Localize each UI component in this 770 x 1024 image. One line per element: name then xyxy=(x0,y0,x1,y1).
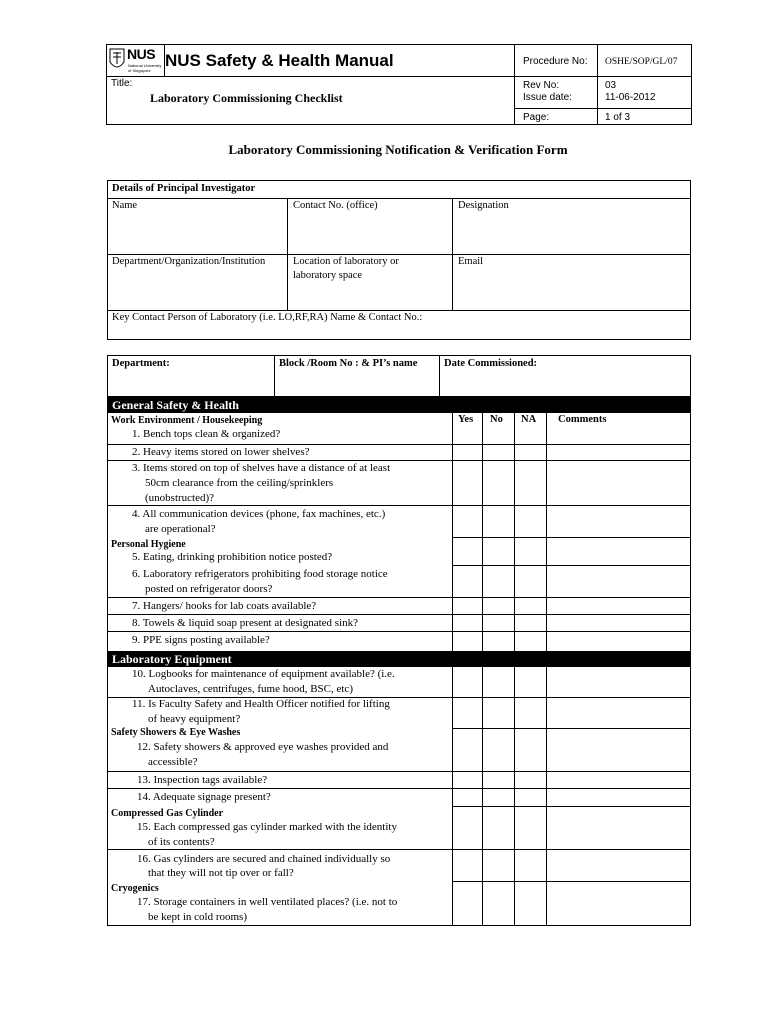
checklist-item-3: 3. Items stored on top of shelves have a distance of at least xyxy=(132,462,391,474)
col-na: NA xyxy=(521,414,537,425)
procedure-label: Procedure No: xyxy=(523,56,588,67)
email-field[interactable]: Email xyxy=(458,256,484,267)
checklist-item-12: 12. Safety showers & approved eye washes provided and xyxy=(137,741,389,753)
checklist-item-3-line-2: 50cm clearance from the ceiling/sprinklers xyxy=(145,477,334,489)
col-no: No xyxy=(490,414,503,425)
logo-wordmark: NUS xyxy=(127,46,156,62)
department-label: Department: xyxy=(112,358,170,369)
section-laboratory-equipment: Laboratory Equipment xyxy=(107,651,691,667)
nus-logo xyxy=(108,46,164,76)
checklist-item-9: 9. PPE signs posting available? xyxy=(132,634,270,646)
lab-location-field[interactable] xyxy=(293,255,399,283)
checklist-item-15: 15. Each compressed gas cylinder marked with the identity xyxy=(137,821,397,833)
checklist-item-10-line-2: Autoclaves, centrifuges, fume hood, BSC, etc) xyxy=(148,683,353,695)
checklist-item-11-line-2: of heavy equipment? xyxy=(148,713,241,725)
lab-location-line-2: laboratory space xyxy=(293,270,363,281)
pi-heading: Details of Principal Investigator xyxy=(112,183,256,194)
title-label: Title: xyxy=(111,78,133,89)
checklist-item-1: 1. Bench tops clean & organized? xyxy=(132,428,281,440)
checklist-item-6-line-2: posted on refrigerator doors? xyxy=(145,583,273,595)
checklist-item-14: 14. Adequate signage present? xyxy=(137,791,271,803)
col-yes: Yes xyxy=(458,414,474,425)
checklist-item-13: 13. Inspection tags available? xyxy=(137,774,268,786)
procedure-value: OSHE/SOP/GL/07 xyxy=(605,57,678,67)
checklist-item-12-line-2: accessible? xyxy=(148,756,198,768)
sub-personal-hygiene: Personal Hygiene xyxy=(111,539,186,550)
lab-location-line-1: Location of laboratory or xyxy=(293,256,399,267)
form-title: Laboratory Commissioning Notification & Verification Form xyxy=(228,142,568,157)
department-org-field[interactable]: Department/Organization/Institution xyxy=(112,256,266,267)
checklist-item-16-line-2: that they will not tip over or fall? xyxy=(148,867,294,879)
section-general-safety: General Safety & Health xyxy=(107,397,691,413)
page-label: Page: xyxy=(523,112,550,123)
page-value: 1 of 3 xyxy=(605,112,631,123)
sub-cryogenics: Cryogenics xyxy=(111,883,159,894)
checklist-item-6: 6. Laboratory refrigerators prohibiting food storage notice xyxy=(132,568,388,580)
date-commissioned-label: Date Commissioned: xyxy=(444,358,538,369)
doc-title: Laboratory Commissioning Checklist xyxy=(150,91,343,105)
name-field[interactable]: Name xyxy=(112,200,138,211)
checklist-item-4-line-2: are operational? xyxy=(145,523,216,535)
checklist-item-4: 4. All communication devices (phone, fax machines, etc.) xyxy=(132,508,386,520)
logo-subtitle: National University of Singapore xyxy=(128,63,162,73)
checklist-item-10: 10. Logbooks for maintenance of equipment available? (i.e. xyxy=(132,668,395,680)
checklist-item-15-line-2: of its contents? xyxy=(148,836,215,848)
rev-label: Rev No: xyxy=(523,80,560,91)
block-room-label: Block /Room No : & PI’s name xyxy=(279,358,418,369)
designation-field[interactable]: Designation xyxy=(458,200,509,211)
manual-title: NUS Safety & Health Manual xyxy=(165,51,394,70)
checklist-item-8: 8. Towels & liquid soap present at designated sink? xyxy=(132,617,359,629)
col-comments: Comments xyxy=(558,414,607,425)
document-header xyxy=(106,44,692,125)
sub-compressed-gas: Compressed Gas Cylinder xyxy=(111,808,224,819)
checklist-item-2: 2. Heavy items stored on lower shelves? xyxy=(132,446,310,458)
issue-date-label: Issue date: xyxy=(523,92,572,103)
checklist-item-16: 16. Gas cylinders are secured and chained individually so xyxy=(137,853,391,865)
checklist-item-11: 11. Is Faculty Safety and Health Officer notified for lifting xyxy=(132,698,390,710)
key-contact-field[interactable]: Key Contact Person of Laboratory (i.e. LO,RF,RA) Name & Contact No.: xyxy=(112,312,423,323)
checklist-item-17-line-2: be kept in cold rooms) xyxy=(148,911,247,923)
issue-date-value: 11-06-2012 xyxy=(605,92,656,103)
checklist-item-17: 17. Storage containers in well ventilated places? (i.e. not to xyxy=(137,896,398,908)
contact-field[interactable]: Contact No. (office) xyxy=(293,200,378,211)
sub-work-environment: Work Environment / Housekeeping xyxy=(111,415,263,426)
checklist-item-5: 5. Eating, drinking prohibition notice posted? xyxy=(132,551,333,563)
checklist-item-7: 7. Hangers/ hooks for lab coats available? xyxy=(132,600,317,612)
checklist-item-3-line-3: (unobstructed)? xyxy=(145,492,215,504)
rev-value: 03 xyxy=(605,80,617,91)
sub-safety-showers: Safety Showers & Eye Washes xyxy=(111,727,241,738)
